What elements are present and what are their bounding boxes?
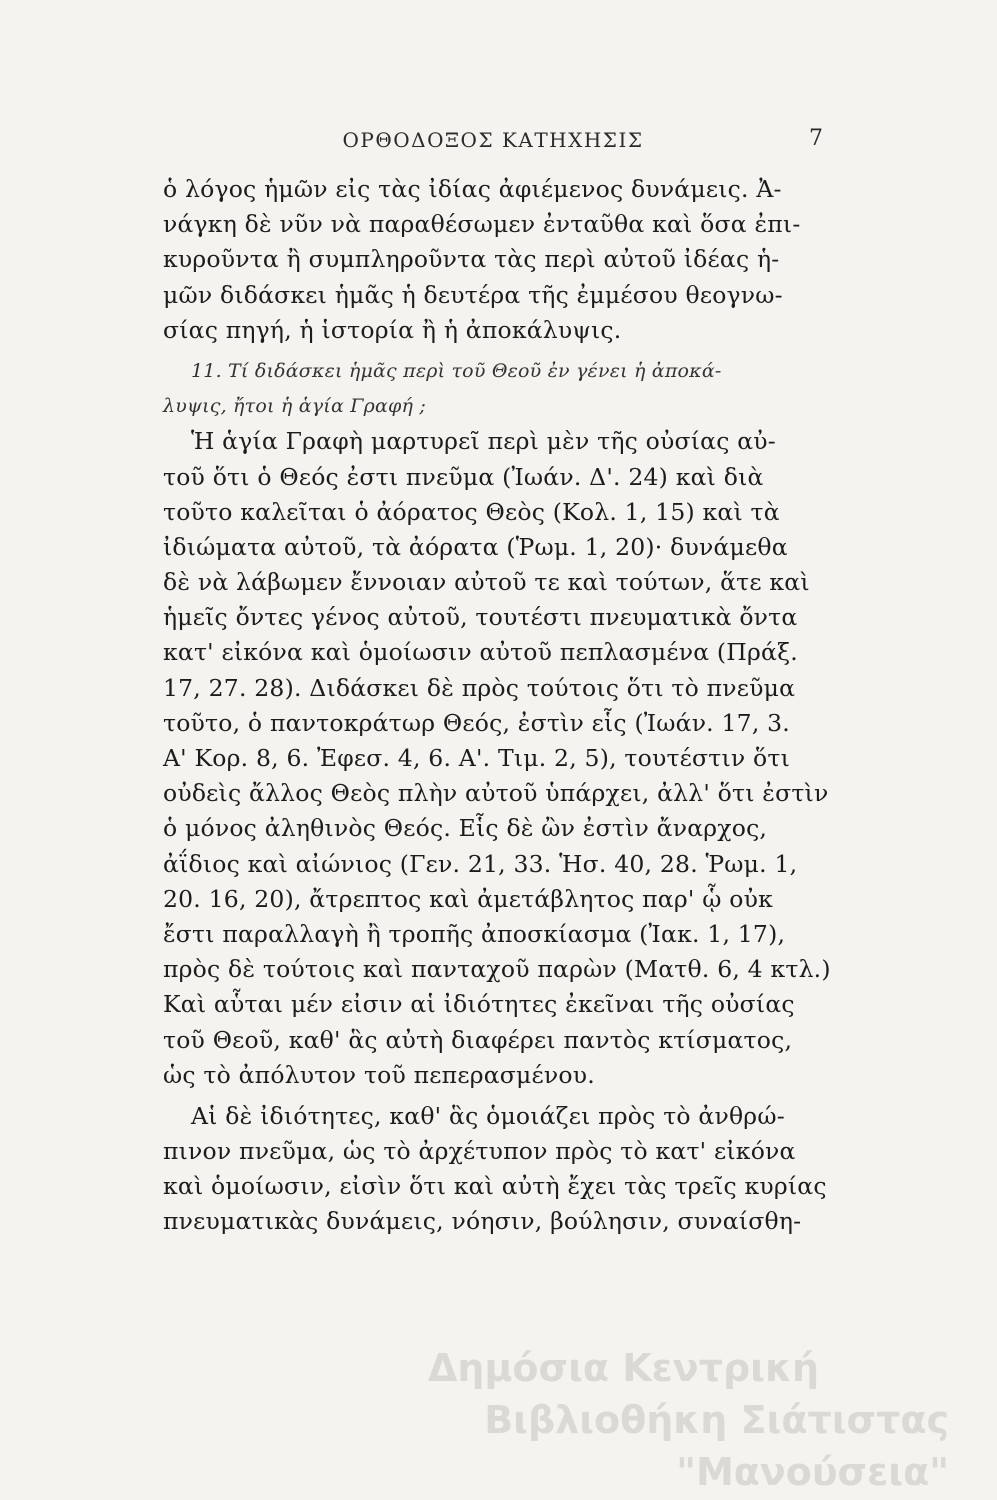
text-line: ἡμεῖς ὄντες γένος αὐτοῦ, τουτέστι πνευματικὰ ὄντα [163,603,798,632]
watermark-line-2: Βιβλιοθήκη Σιάτιστας "Μανούσεια" [484,1398,949,1494]
text-line: κυροῦντα ἢ συμπληροῦντα τὰς περὶ αὐτοῦ ἰδέας ἡ- [163,245,780,274]
text-line: ἰδιώματα αὐτοῦ, τὰ ἀόρατα (Ῥωμ. 1, 20)· δυνάμεθα [163,532,788,561]
running-title: ΟΡΘΟΔΟΞΟΣ ΚΑΤΗΧΗΣΙΣ [342,128,644,152]
text-line: ἔστι παραλλαγὴ ἢ τροπῆς ἀποσκίασμα (Ἰακ. 1, 17), [163,919,786,948]
text-line: ὡς τὸ ἀπόλυτον τοῦ πεπερασμένου. [163,1060,595,1089]
text-line: τοῦ ὅτι ὁ Θεός ἐστι πνεῦμα (Ἰωάν. Δ'. 24) καὶ διὰ [163,462,764,491]
text-line: κατ' εἰκόνα καὶ ὁμοίωσιν αὐτοῦ πεπλασμένα (Πράξ. [163,638,798,667]
text-line: νάγκη δὲ νῦν νὰ παραθέσωμεν ἐνταῦθα καὶ ὅσα ἐπι- [163,210,801,239]
text-line: πινον πνεῦμα, ὡς τὸ ἀρχέτυπον πρὸς τὸ κατ' εἰκόνα [163,1137,796,1166]
library-watermark [209,1342,949,1498]
text-line: πρὸς δὲ τούτοις καὶ πανταχοῦ παρὼν (Ματθ. 6, 4 κτλ.) [163,955,831,984]
text-line: Ἡ ἁγία Γραφὴ μαρτυρεῖ περὶ μὲν τῆς οὐσίας αὐ- [191,427,776,456]
text-line: ὁ μόνος ἀληθινὸς Θεός. Εἷς δὲ ὢν ἐστὶν ἄναρχος, [163,814,768,843]
text-line: Αἱ δὲ ἰδιότητες, καθ' ἃς ὁμοιάζει πρὸς τὸ ἀνθρώ- [191,1101,785,1130]
question-heading-line: 11. Τί διδάσκει ἡμᾶς περὶ τοῦ Θεοῦ ἐν γένει ἡ ἀποκά- [191,359,722,382]
text-line: καὶ ὁμοίωσιν, εἰσὶν ὅτι καὶ αὐτὴ ἔχει τὰς τρεῖς κυρίας [163,1172,827,1201]
watermark-line-1: Δημόσια Κεντρική [427,1346,819,1390]
text-line: τοῦτο, ὁ παντοκράτωρ Θεός, ἐστὶν εἷς (Ἰωάν. 17, 3. [163,708,790,737]
text-line: δὲ νὰ λάβωμεν ἔννοιαν αὐτοῦ τε καὶ τούτων, ἅτε καὶ [163,568,810,597]
text-line: Καὶ αὗται μέν εἰσιν αἱ ἰδιότητες ἐκεῖναι τῆς οὐσίας [163,990,795,1019]
page-header [163,128,823,158]
text-line: πνευματικὰς δυνάμεις, νόησιν, βούλησιν, συναίσθη- [163,1207,802,1236]
text-line: τοῦτο καλεῖται ὁ ἀόρατος Θεὸς (Κολ. 1, 15) καὶ τὰ [163,497,780,526]
text-line: μῶν διδάσκει ἡμᾶς ἡ δευτέρα τῆς ἐμμέσου θεογνω- [163,280,783,309]
text-line: Α' Κορ. 8, 6. Ἐφεσ. 4, 6. Α'. Τιμ. 2, 5), τουτέστιν ὅτι [163,744,790,772]
question-heading-line: λυψις, ἤτοι ἡ ἁγία Γραφή ; [163,395,426,418]
text-line: ἀΐδιος καὶ αἰώνιος (Γεν. 21, 33. Ἡσ. 40, 28. Ῥωμ. 1, [163,849,798,878]
body-text [163,172,843,1240]
text-line: 17, 27. 28). Διδάσκει δὲ πρὸς τούτοις ὅτι τὸ πνεῦμα [163,673,796,702]
text-line: σίας πηγή, ἡ ἱστορία ἢ ἡ ἀποκάλυψις. [163,315,622,344]
text-line: 20. 16, 20), ἄτρεπτος καὶ ἀμετάβλητος παρ' ᾧ οὐκ [163,884,773,913]
page-number: 7 [809,126,823,151]
text-line: τοῦ Θεοῦ, καθ' ἃς αὐτὴ διαφέρει παντὸς κτίσματος, [163,1025,793,1054]
text-line: οὐδεὶς ἄλλος Θεὸς πλὴν αὐτοῦ ὑπάρχει, ἀλλ' ὅτι ἐστὶν [163,779,829,808]
text-line: ὁ λόγος ἡμῶν εἰς τὰς ἰδίας ἀφιέμενος δυνάμεις. Ἀ- [163,175,782,203]
